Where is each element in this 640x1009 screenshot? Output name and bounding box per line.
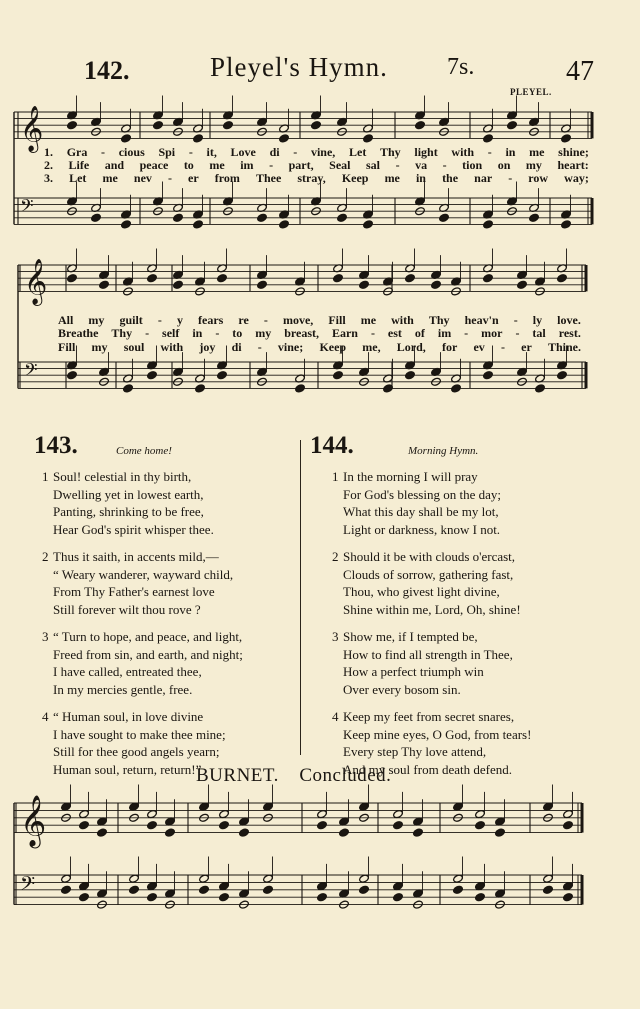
lyric-syllable: All	[58, 313, 74, 327]
note-head	[451, 384, 462, 394]
verse-line	[42, 663, 243, 681]
bass-clef: 𝄢	[20, 195, 34, 221]
hymn-number-143: 143.	[34, 432, 78, 459]
lyric-syllable: 1.	[44, 145, 53, 159]
lyric-syllable: it,	[206, 145, 217, 159]
hymn-144-subtitle: Morning Hymn.	[408, 445, 479, 457]
verse-line	[42, 708, 243, 726]
verse-text: Over every bosom sin.	[343, 681, 461, 697]
lyric-syllable: Thine.	[547, 340, 581, 354]
note-head	[121, 220, 132, 230]
lyric-syllable: light	[414, 145, 438, 159]
verse-number: 2	[332, 549, 339, 564]
note-head	[295, 384, 306, 394]
verse-line	[42, 646, 243, 664]
lyric-syllable: nar	[474, 171, 493, 185]
burnet-heading	[196, 765, 391, 787]
column-divider	[300, 440, 301, 755]
verse-1	[332, 468, 531, 538]
verse-line	[332, 663, 531, 681]
verse-line	[332, 708, 531, 726]
verse-3	[42, 628, 243, 698]
verse-text: How a perfect triumph win	[343, 664, 484, 679]
lyric-syllable: -	[513, 313, 518, 327]
lyric-syllable: to	[183, 158, 194, 172]
verse-text: How to find all strength in Thee,	[343, 646, 513, 662]
verse-text: “ Weary wanderer, wayward child,	[53, 566, 234, 582]
note-head	[217, 273, 228, 283]
lyric-syllable: with	[451, 145, 475, 159]
burnet-title: BURNET.	[196, 765, 279, 786]
note-head	[415, 120, 426, 130]
lyric-syllable: -	[515, 326, 520, 340]
note-head	[557, 370, 568, 380]
lyric-syllable: tal	[532, 326, 546, 340]
note-head	[147, 370, 158, 380]
lyric-syllable: -	[500, 340, 505, 354]
lyric-syllable: in	[192, 326, 203, 340]
lyric-syllable: from	[214, 171, 240, 185]
lyric-syllable: Love	[230, 145, 256, 159]
verse-line	[332, 583, 531, 601]
lyric-syllable: Fill	[328, 313, 346, 327]
lyric-syllable: to	[232, 326, 243, 340]
note-head	[431, 280, 442, 290]
hymn-143-verses	[42, 468, 243, 778]
verse-text: Still for thee good angels yearn;	[53, 744, 220, 759]
note-head	[193, 220, 204, 230]
lyric-syllable: -	[487, 145, 492, 159]
lyric-syllable: with	[160, 340, 184, 354]
lyric-syllable: peace	[139, 158, 169, 172]
note-head	[337, 213, 348, 223]
lyric-syllable: Let	[348, 145, 367, 159]
note-head	[413, 828, 424, 838]
lyric-syllable: Earn	[331, 326, 358, 340]
verse-text: Thus it saith, in accents mild,—	[53, 549, 219, 564]
note-head	[79, 820, 90, 830]
verse-line	[332, 601, 531, 619]
lyric-syllable: er	[521, 340, 532, 354]
lyric-syllable: way;	[564, 171, 589, 185]
note-head	[121, 134, 132, 144]
verse-line	[42, 548, 243, 566]
verse-text: “ Human soul, in love divine	[53, 709, 204, 724]
lyric-syllable: Lord,	[396, 340, 426, 354]
system2-line-3	[58, 340, 581, 354]
note-head	[507, 120, 518, 130]
verse-line	[332, 468, 531, 486]
note-head	[543, 885, 554, 895]
note-head	[453, 885, 464, 895]
lyric-syllable: cious	[118, 145, 145, 159]
lyric-syllable: me	[384, 171, 400, 185]
verse-line	[42, 628, 243, 646]
note-head	[529, 213, 540, 223]
lyric-syllable: mor	[481, 326, 503, 340]
lyric-syllable: soul	[123, 340, 145, 354]
lyric-syllable: tion	[462, 158, 483, 172]
verse-line	[42, 726, 243, 744]
verse-text: Hear God's spirit whisper thee.	[53, 521, 214, 537]
note-head	[195, 384, 206, 394]
verse-text: Dwelling yet in lowest earth,	[53, 486, 204, 502]
lyric-syllable: nev	[133, 171, 152, 185]
verse-text: I have sought to make thee mine;	[53, 726, 226, 742]
lyric-syllable: and	[104, 158, 125, 172]
lyric-syllable: my	[255, 326, 272, 340]
note-head	[193, 134, 204, 144]
verse-line	[42, 503, 243, 521]
lyric-syllable: me	[529, 145, 545, 159]
lyric-syllable: ly	[532, 313, 543, 327]
lyric-syllable: -	[157, 313, 162, 327]
verse-text: Freed from sin, and earth, and night;	[53, 646, 243, 662]
system2-line-1	[58, 313, 581, 327]
lyric-syllable: on	[497, 158, 511, 172]
lyric-syllable: -	[508, 171, 513, 185]
system1-line-2	[44, 158, 589, 172]
note-head	[557, 273, 568, 283]
note-head	[147, 892, 158, 902]
lyric-syllable: part,	[288, 158, 314, 172]
lyric-syllable: Seal	[329, 158, 351, 172]
verse-text: Keep my feet from secret snares,	[343, 709, 515, 724]
verse-line	[332, 548, 531, 566]
verse-line	[42, 743, 243, 761]
lyric-syllable: Gra	[66, 145, 88, 159]
note-head	[393, 820, 404, 830]
note-head	[67, 120, 78, 130]
note-head	[333, 370, 344, 380]
verse-number: 2	[42, 549, 49, 564]
lyric-syllable: -	[395, 158, 400, 172]
lyric-syllable: shine;	[558, 145, 589, 159]
lyric-syllable: rest.	[558, 326, 581, 340]
note-head	[257, 280, 268, 290]
lyric-syllable: -	[442, 158, 447, 172]
hymn-143-subtitle: Come home!	[116, 445, 172, 457]
lyric-syllable: Let	[69, 171, 87, 185]
verse-line	[332, 486, 531, 504]
lyric-syllable: guilt	[119, 313, 143, 327]
verse-text: Light or darkness, know I not.	[343, 521, 501, 537]
verse-text: Show me, if I tempted be,	[343, 629, 478, 644]
lyric-syllable: ev	[473, 340, 485, 354]
treble-clef: 𝄞	[20, 795, 47, 847]
verse-number: 1	[42, 469, 49, 484]
lyric-syllable: Spi	[158, 145, 176, 159]
lyric-syllable: row	[528, 171, 549, 185]
verse-3	[332, 628, 531, 698]
bass-clef: 𝄢	[20, 871, 36, 900]
lyric-syllable: va	[415, 158, 428, 172]
note-head	[173, 213, 184, 223]
lyric-syllable: im	[437, 326, 452, 340]
lyric-syllable: re	[238, 313, 249, 327]
note-head	[153, 120, 164, 130]
lyric-syllable: -	[269, 158, 274, 172]
note-head	[173, 280, 184, 290]
note-head	[223, 120, 234, 130]
note-head	[483, 370, 494, 380]
lyric-syllable: Thy	[380, 145, 401, 159]
lyric-syllable: move,	[282, 313, 314, 327]
lyric-syllable: me,	[362, 340, 381, 354]
lyric-syllable: im	[240, 158, 254, 172]
note-head	[483, 134, 494, 144]
lyric-syllable: -	[370, 326, 375, 340]
note-head	[483, 273, 494, 283]
note-head	[165, 828, 176, 838]
note-head	[339, 828, 350, 838]
verse-text: From Thy Father's earnest love	[53, 584, 215, 599]
lyric-syllable: -	[257, 340, 262, 354]
composer-name: PLEYEL.	[510, 87, 552, 97]
lyric-syllable: vine;	[277, 340, 304, 354]
note-head	[217, 370, 228, 380]
lyric-syllable: joy	[199, 340, 216, 354]
lyric-syllable: Thy	[428, 313, 450, 327]
lyric-syllable: love.	[557, 313, 581, 327]
note-head	[563, 820, 574, 830]
lyric-syllable: Keep	[341, 171, 369, 185]
lyric-syllable: -	[101, 145, 106, 159]
lyric-syllable: of	[414, 326, 425, 340]
verse-line	[42, 521, 243, 539]
note-head	[475, 820, 486, 830]
verse-line	[332, 646, 531, 664]
note-head	[495, 828, 506, 838]
note-head	[439, 213, 450, 223]
note-head	[383, 384, 394, 394]
verse-text: And my soul from death defend.	[343, 761, 512, 777]
system1-line-1	[44, 145, 589, 159]
note-head	[535, 384, 546, 394]
lyric-syllable: di	[231, 340, 242, 354]
verse-text: “ Turn to hope, and peace, and light,	[53, 629, 243, 644]
note-head	[311, 120, 322, 130]
note-head	[359, 885, 370, 895]
note-head	[147, 273, 158, 283]
verse-line	[42, 566, 243, 584]
note-head	[563, 892, 574, 902]
note-head	[239, 828, 250, 838]
verse-text: Every step Thy love attend,	[343, 744, 487, 759]
note-head	[99, 280, 110, 290]
note-head	[561, 134, 572, 144]
hymn-number-142: 142.	[84, 56, 130, 85]
note-head	[483, 220, 494, 230]
verse-line	[42, 601, 243, 619]
lyric-syllable: -	[188, 145, 193, 159]
lyric-syllable: Thee	[255, 171, 282, 185]
lyric-syllable: 3.	[44, 171, 53, 185]
verse-line	[42, 681, 243, 699]
verse-text: I have called, entreated thee,	[53, 664, 202, 679]
verse-number: 1	[332, 469, 339, 484]
verse-text: Clouds of sorrow, gathering fast,	[343, 566, 514, 582]
treble-clef: 𝄞	[24, 258, 48, 305]
note-head	[97, 828, 108, 838]
lyric-syllable: Thy	[111, 326, 133, 340]
lyric-syllable: Keep	[319, 340, 347, 354]
lyric-syllable: -	[145, 326, 150, 340]
verse-line	[332, 628, 531, 646]
verse-line	[332, 503, 531, 521]
note-head	[123, 384, 134, 394]
lyric-syllable: di	[269, 145, 280, 159]
lyric-syllable: Life	[68, 158, 90, 172]
verse-line	[332, 743, 531, 761]
note-head	[219, 820, 230, 830]
lyric-syllable: sal	[366, 158, 381, 172]
verse-number: 4	[42, 709, 49, 724]
note-head	[317, 892, 328, 902]
verse-line	[42, 583, 243, 601]
lyric-syllable: self	[162, 326, 180, 340]
note-head	[333, 273, 344, 283]
burnet-concluded: Concluded.	[299, 765, 392, 786]
lyric-syllable: me	[102, 171, 118, 185]
note-head	[317, 820, 328, 830]
verse-line	[332, 681, 531, 699]
verse-number: 4	[332, 709, 339, 724]
verse-text: Thou, who givest light divine,	[343, 584, 500, 599]
lyric-syllable: me	[360, 313, 377, 327]
verse-text: Keep mine eyes, O God, from tears!	[343, 726, 532, 742]
lyric-syllable: the	[442, 171, 459, 185]
lyric-syllable: -	[215, 326, 220, 340]
lyric-syllable: in	[415, 171, 426, 185]
lyric-syllable: with	[391, 313, 414, 327]
lyric-syllable: 2.	[44, 158, 53, 172]
lyric-syllable: -	[167, 171, 172, 185]
lyric-syllable: y	[176, 313, 183, 327]
page-number: 47	[566, 56, 594, 87]
hymn-meter: 7s.	[447, 54, 475, 80]
verse-line	[42, 468, 243, 486]
verse-number: 3	[42, 629, 49, 644]
note-head	[517, 280, 528, 290]
verse-text: What this day shall be my lot,	[343, 504, 499, 519]
note-head	[129, 885, 140, 895]
verse-text: For God's blessing on the day;	[343, 486, 501, 502]
verse-text: In my mercies gentle, free.	[53, 681, 193, 697]
lyric-syllable: my	[88, 313, 105, 327]
hymn-144-verses	[332, 468, 531, 778]
note-head	[263, 885, 274, 895]
lyric-syllable: my	[91, 340, 108, 354]
lyric-syllable: -	[464, 326, 469, 340]
hymn-title: Pleyel's Hymn.	[210, 52, 388, 82]
bass-clef: 𝄢	[24, 359, 38, 385]
verse-text: In the morning I will pray	[343, 469, 478, 484]
verse-2	[332, 548, 531, 618]
lyric-syllable: my	[525, 158, 542, 172]
hymn-number-144: 144.	[310, 432, 354, 459]
lyric-syllable: est	[387, 326, 402, 340]
lyric-syllable: fears	[198, 313, 224, 327]
note-head	[67, 370, 78, 380]
note-head	[405, 273, 416, 283]
note-head	[475, 892, 486, 902]
note-head	[147, 820, 158, 830]
lyric-syllable: vine,	[310, 145, 336, 159]
treble-clef: 𝄞	[20, 105, 44, 152]
note-head	[219, 892, 230, 902]
verse-1	[42, 468, 243, 538]
note-head	[67, 273, 78, 283]
lyric-syllable: breast,	[284, 326, 319, 340]
lyric-syllable: Fill	[58, 340, 76, 354]
lyric-syllable: er	[188, 171, 199, 185]
lyric-syllable: Breathe	[58, 326, 99, 340]
note-head	[279, 220, 290, 230]
note-head	[359, 280, 370, 290]
verse-text: Panting, shrinking to be free,	[53, 504, 204, 519]
lyric-syllable: in	[505, 145, 516, 159]
lyric-syllable: for	[441, 340, 458, 354]
verse-text: Soul! celestial in thy birth,	[53, 469, 192, 484]
note-head	[199, 885, 210, 895]
lyric-syllable: -	[293, 145, 298, 159]
note-head	[405, 370, 416, 380]
verse-line	[332, 521, 531, 539]
lyric-syllable: heart:	[557, 158, 589, 172]
verse-text: Still forever wilt thou rove ?	[53, 601, 201, 617]
lyric-syllable: me	[209, 158, 225, 172]
note-head	[91, 213, 102, 223]
lyric-syllable: -	[263, 313, 268, 327]
verse-line	[332, 726, 531, 744]
note-head	[363, 220, 374, 230]
note-head	[279, 134, 290, 144]
verse-2	[42, 548, 243, 618]
verse-text: Should it be with clouds o'ercast,	[343, 549, 516, 564]
verse-text: Shine within me, Lord, Oh, shine!	[343, 601, 521, 617]
note-head	[61, 885, 72, 895]
verse-text: Human soul, return, return!”	[53, 761, 202, 777]
note-head	[561, 220, 572, 230]
note-head	[393, 892, 404, 902]
system1-line-3	[44, 171, 589, 185]
verse-line	[42, 486, 243, 504]
verse-line	[332, 566, 531, 584]
note-head	[79, 892, 90, 902]
lyric-syllable: stray,	[297, 171, 326, 185]
verse-number: 3	[332, 629, 339, 644]
system2-line-2	[58, 326, 581, 340]
note-head	[257, 213, 268, 223]
lyric-syllable: heav'n	[464, 313, 499, 327]
note-head	[363, 134, 374, 144]
